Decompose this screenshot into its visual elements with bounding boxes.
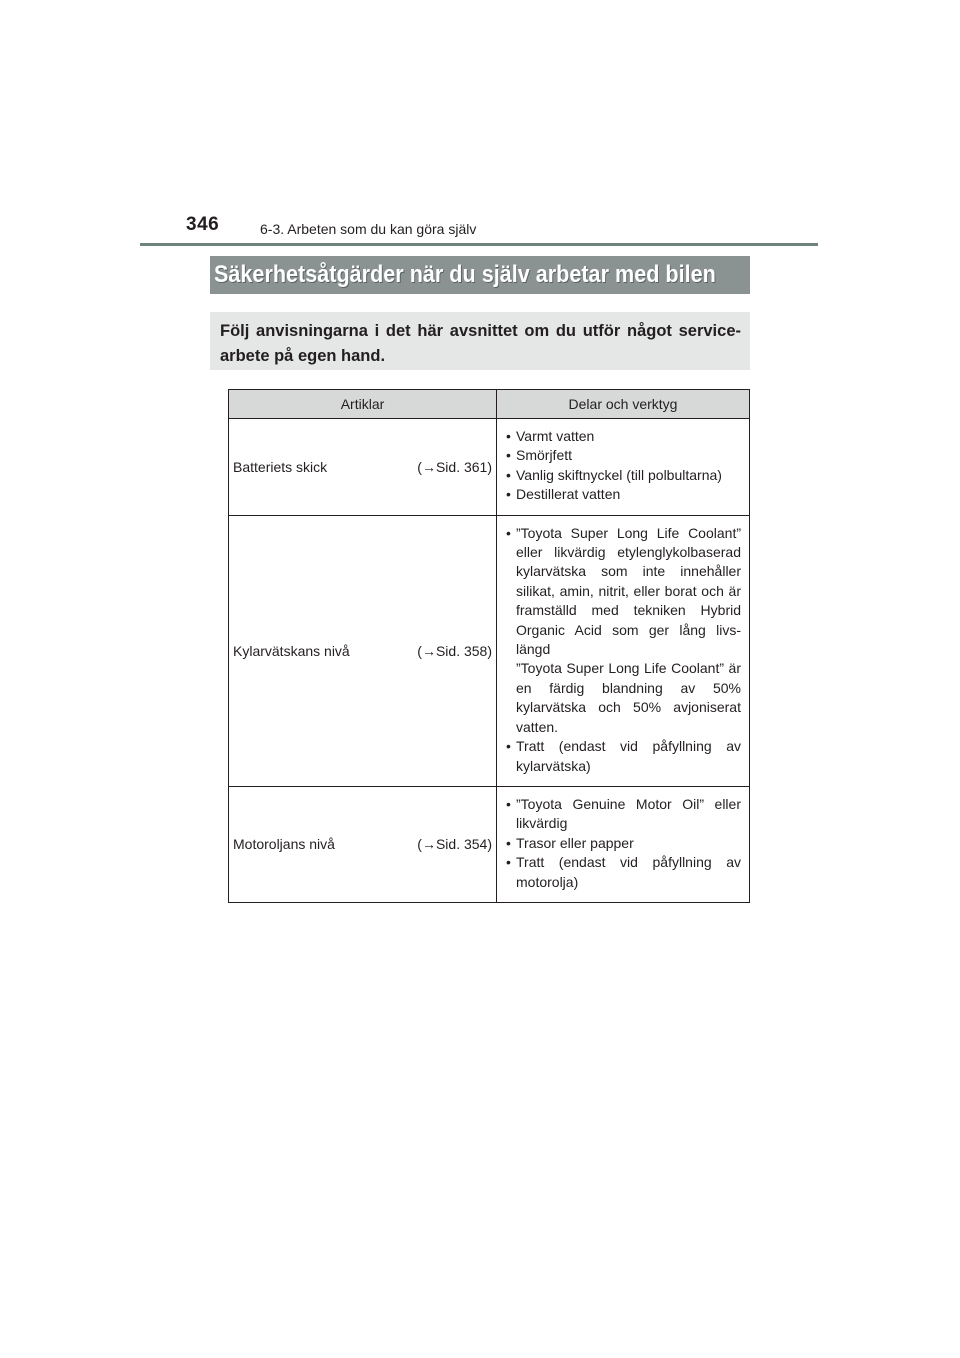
list-item: • ”Toyota Genuine Motor Oil” eller likvärdig: [507, 795, 741, 834]
list-item: • Vanlig skiftnyckel (till polbultarna): [507, 466, 741, 485]
parts-list: [507, 524, 741, 660]
page-title: Säkerhetsåtgärder när du själv arbetar med bilen: [214, 261, 716, 288]
parts-list: [507, 427, 741, 505]
article-cell: [229, 515, 497, 786]
list-item: • Destillerat vatten: [507, 485, 741, 504]
parts-cell: [497, 419, 750, 516]
list-item: • Tratt (endast vid påfyllning av kylarvätska): [507, 737, 741, 776]
article-name: Motoroljans nivå: [233, 836, 335, 853]
page-reference: (→Sid. 358): [417, 642, 492, 659]
section-title: 6-3. Arbeten som du kan göra själv: [260, 221, 477, 237]
items-table: [228, 389, 750, 903]
parts-list: [507, 795, 741, 892]
list-item: • Varmt vatten: [507, 427, 741, 446]
article-name: Batteriets skick: [233, 458, 328, 475]
table-row: [229, 419, 750, 516]
page-reference: (→Sid. 354): [417, 836, 492, 853]
table-row: [229, 515, 750, 786]
coolant-note: ”Toyota Super Long Life Coolant” är en färdig blandning av 50% kylarvätska och 50% avjoniserat vatten.: [516, 660, 741, 735]
title-bar: [210, 256, 750, 294]
column-header-articles: Artiklar: [229, 390, 497, 419]
parts-cell: [497, 786, 750, 902]
table-row: [229, 786, 750, 902]
list-item: • Tratt (endast vid påfyllning av motorolja): [507, 853, 741, 892]
article-name: Kylarvätskans nivå: [233, 642, 350, 659]
article-cell: [229, 419, 497, 516]
parts-cell: [497, 515, 750, 786]
header-rule: [140, 243, 818, 246]
list-item: • Smörjfett: [507, 446, 741, 465]
intro-text: Följ anvisningarna i det här avsnittet om du utför något service-arbete på egen hand.: [210, 312, 750, 370]
list-item: • Trasor eller papper: [507, 834, 741, 853]
list-item: • ”Toyota Super Long Life Coolant” eller likvärdig etylenglykolbaserad kylarvätska som inte innehåller silikat, amin, nitrit, eller borat och är framställd med tekniken Hybrid Organic Acid som ger lång livs-längd: [507, 524, 741, 660]
article-cell: [229, 786, 497, 902]
parts-list: [507, 737, 741, 776]
table-header-row: [229, 390, 750, 419]
column-header-parts: Delar och verktyg: [497, 390, 750, 419]
page-number: 346: [186, 214, 220, 235]
page-reference: (→Sid. 361): [417, 458, 492, 475]
